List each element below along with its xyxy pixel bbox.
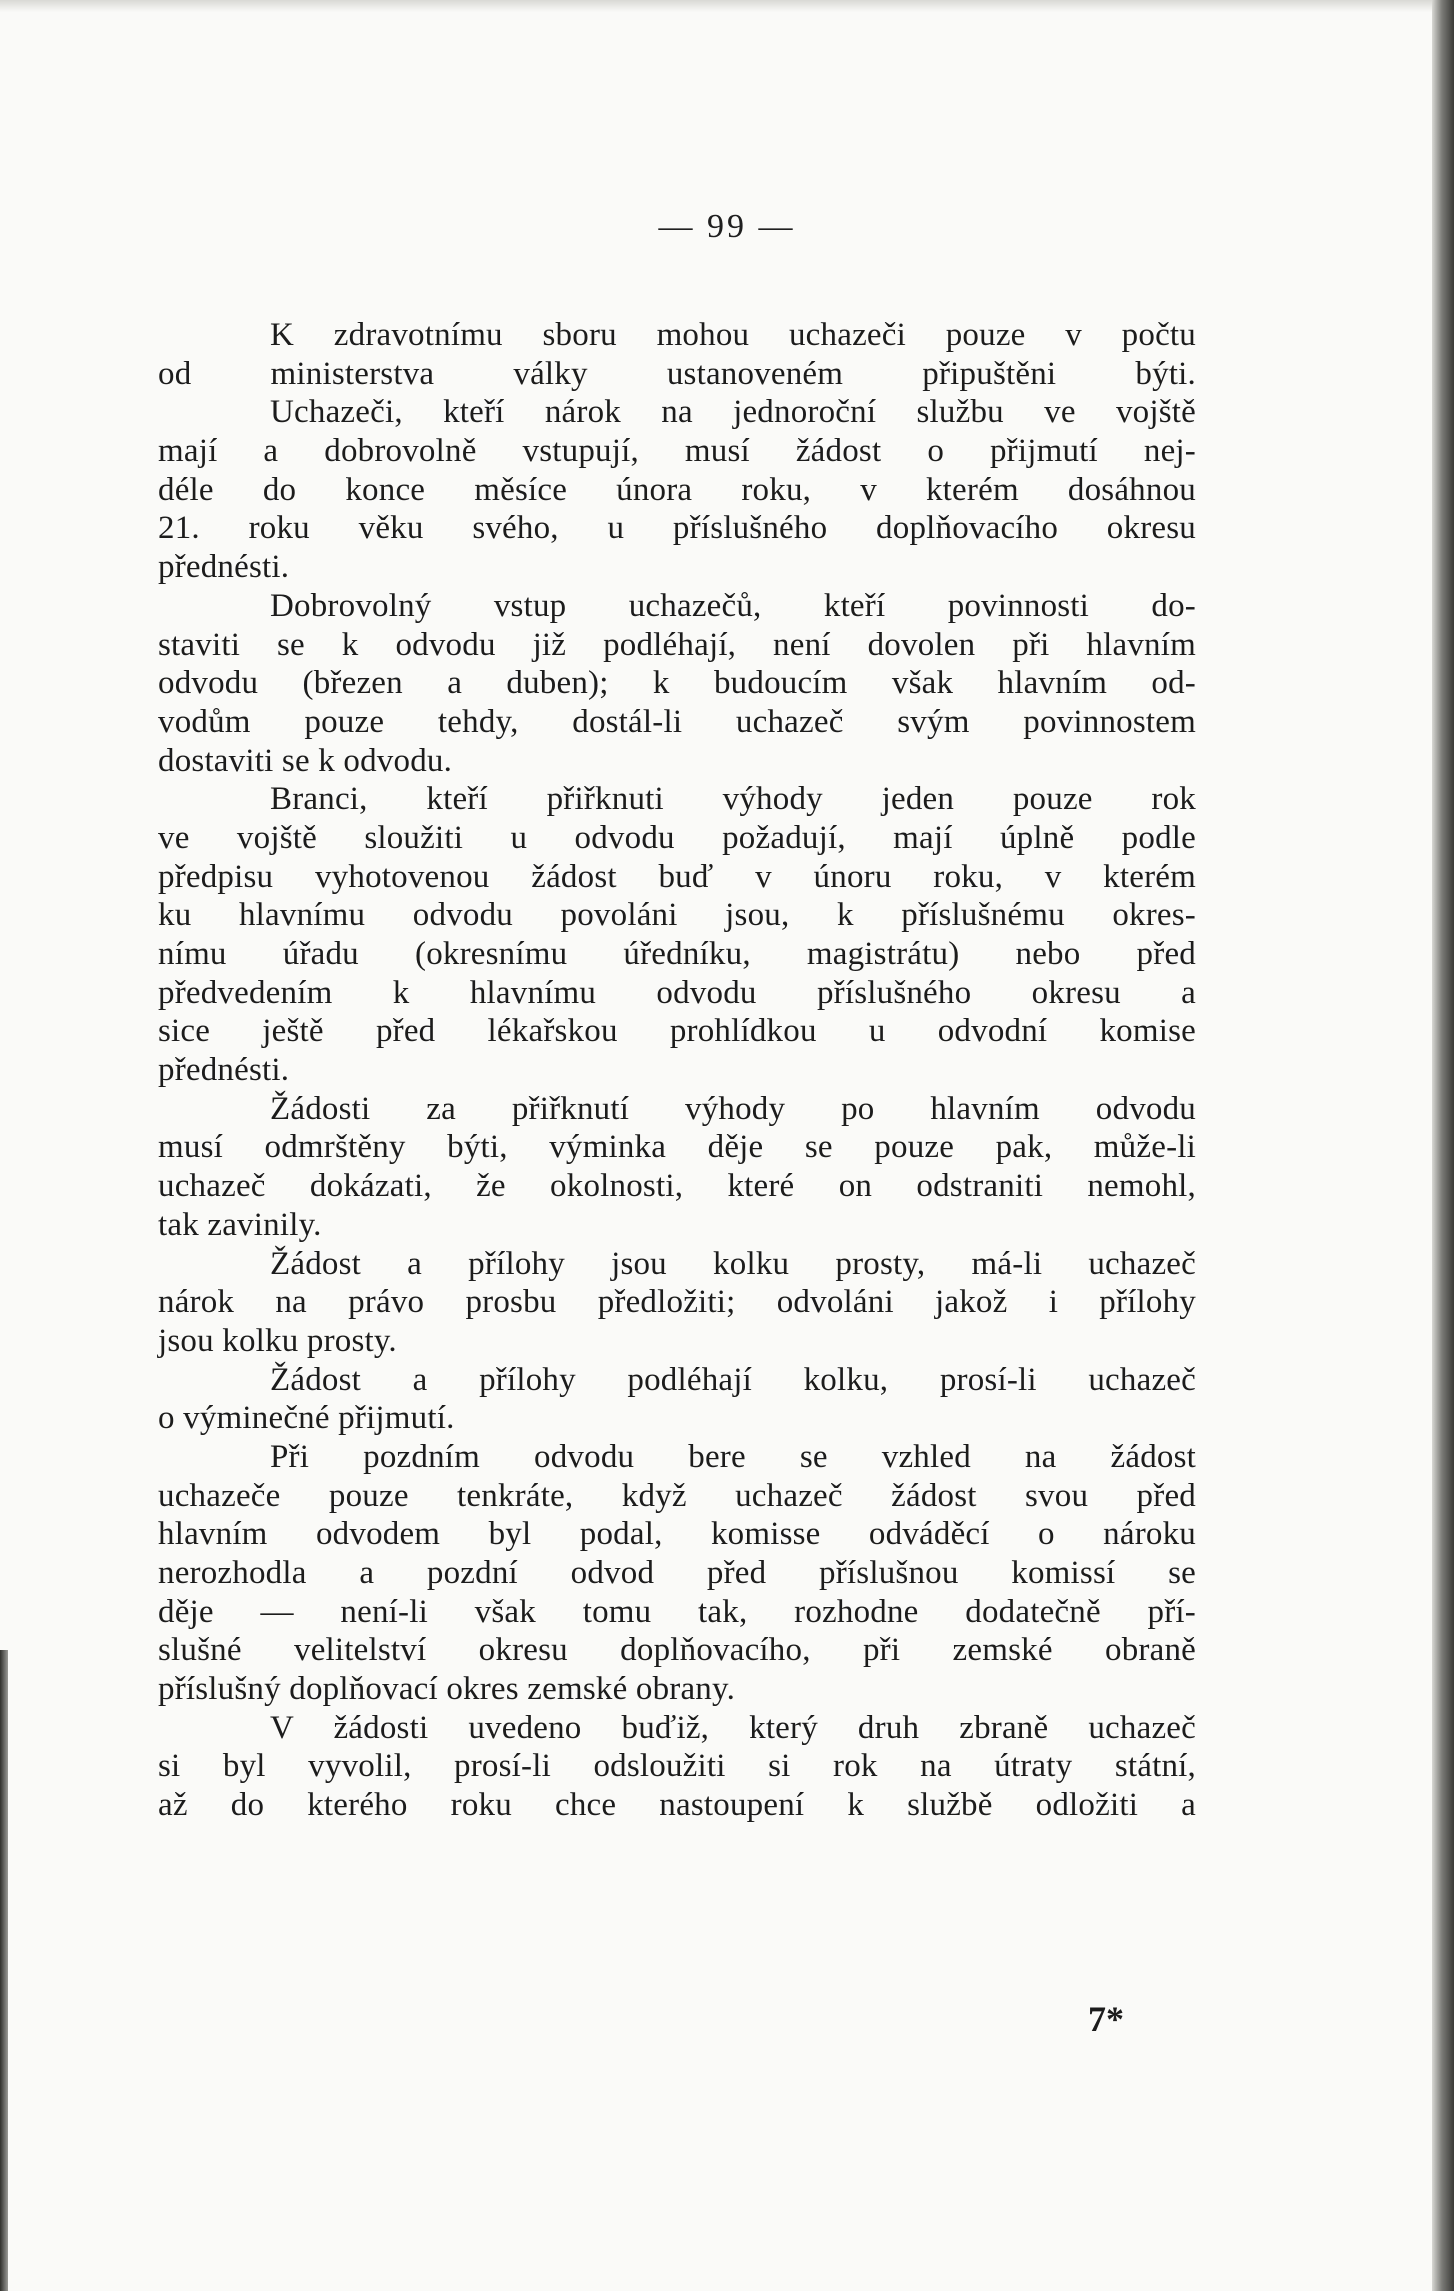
text-line: tak zavinily. <box>158 1206 322 1243</box>
text-line: hlavním odvodem byl podal, komisse odváděcí o nároku <box>158 1516 1196 1553</box>
text-line: děje — není-li však tomu tak, rozhodne dodatečně pří- <box>158 1593 1196 1630</box>
text-line: slušné velitelství okresu doplňovacího, při zemské obraně <box>158 1632 1196 1669</box>
text-line: sice ještě před lékařskou prohlídkou u odvodní komise <box>158 1013 1196 1050</box>
text-line: předvedením k hlavnímu odvodu příslušného okresu a <box>158 974 1196 1011</box>
text-line: Branci, kteří přiřknuti výhody jeden pouze rok <box>270 781 1196 818</box>
page-top-shadow <box>0 0 1432 12</box>
text-line: déle do konce měsíce února roku, v kterém dosáhnou <box>158 471 1196 508</box>
body-text <box>158 316 1196 1825</box>
text-line: přednésti. <box>158 1052 290 1089</box>
text-line: si byl vyvolil, prosí-li odsloužiti si rok na útraty státní, <box>158 1748 1196 1785</box>
text-line: Žádost a přílohy podléhají kolku, prosí-li uchazeč <box>270 1361 1196 1398</box>
text-line: 21. roku věku svého, u příslušného doplňovacího okresu <box>158 510 1196 547</box>
text-line: ku hlavnímu odvodu povoláni jsou, k příslušnému okres- <box>158 897 1196 934</box>
text-line: uchazeče pouze tenkráte, když uchazeč žádost svou před <box>158 1477 1196 1514</box>
text-line: nerozhodla a pozdní odvod před příslušnou komissí se <box>158 1555 1196 1591</box>
text-line: Žádosti za přiřknutí výhody po hlavním odvodu <box>270 1090 1196 1127</box>
text-line: ve vojště sloužiti u odvodu požadují, mají úplně podle <box>158 819 1196 856</box>
text-line: vodům pouze tehdy, dostál-li uchazeč svým povinnostem <box>158 703 1196 740</box>
text-line: Uchazeči, kteří nárok na jednoroční službu ve vojště <box>270 394 1196 431</box>
text-line: V žádosti uvedeno buďiž, který druh zbraně uchazeč <box>270 1709 1196 1746</box>
page-number: — 99 — <box>658 208 796 245</box>
text-line: přednésti. <box>158 549 290 586</box>
text-line: uchazeč dokázati, že okolnosti, které on odstraniti nemohl, <box>158 1168 1196 1205</box>
text-line: staviti se k odvodu již podléhají, není dovolen při hlavním <box>158 626 1196 663</box>
text-line: předpisu vyhotovenou žádost buď v únoru roku, v kterém <box>158 858 1196 895</box>
text-line: jsou kolku prosty. <box>158 1322 397 1359</box>
text-line: nímu úřadu (okresnímu úředníku, magistrátu) nebo před <box>158 936 1196 972</box>
text-line: dostaviti se k odvodu. <box>158 742 453 779</box>
text-line: K zdravotnímu sboru mohou uchazeči pouze v počtu <box>270 317 1196 353</box>
text-line: nárok na právo prosbu předložiti; odvoláni jakož i přílohy <box>158 1284 1196 1321</box>
page-right-edge <box>1432 0 1454 2291</box>
page-left-edge <box>0 1650 8 2291</box>
text-line: Dobrovolný vstup uchazečů, kteří povinnosti do- <box>270 587 1196 624</box>
text-line: Žádost a přílohy jsou kolku prosty, má-li uchazeč <box>270 1245 1196 1282</box>
text-line: odvodu (březen a duben); k budoucím však hlavním od- <box>158 665 1196 702</box>
text-line: musí odmrštěny býti, výminka děje se pouze pak, může-li <box>158 1129 1196 1166</box>
sheet-signature-mark: 7* <box>1088 1999 1124 2039</box>
text-line: od ministerstva války ustanoveném připuštěni býti. <box>158 355 1196 392</box>
text-line: až do kterého roku chce nastoupení k službě odložiti a <box>158 1787 1196 1824</box>
text-line: příslušný doplňovací okres zemské obrany. <box>158 1671 736 1708</box>
text-line: Při pozdním odvodu bere se vzhled na žádost <box>270 1438 1196 1475</box>
text-line: o výminečné přijmutí. <box>158 1400 455 1437</box>
text-line: mají a dobrovolně vstupují, musí žádost o přijmutí nej- <box>158 433 1196 470</box>
